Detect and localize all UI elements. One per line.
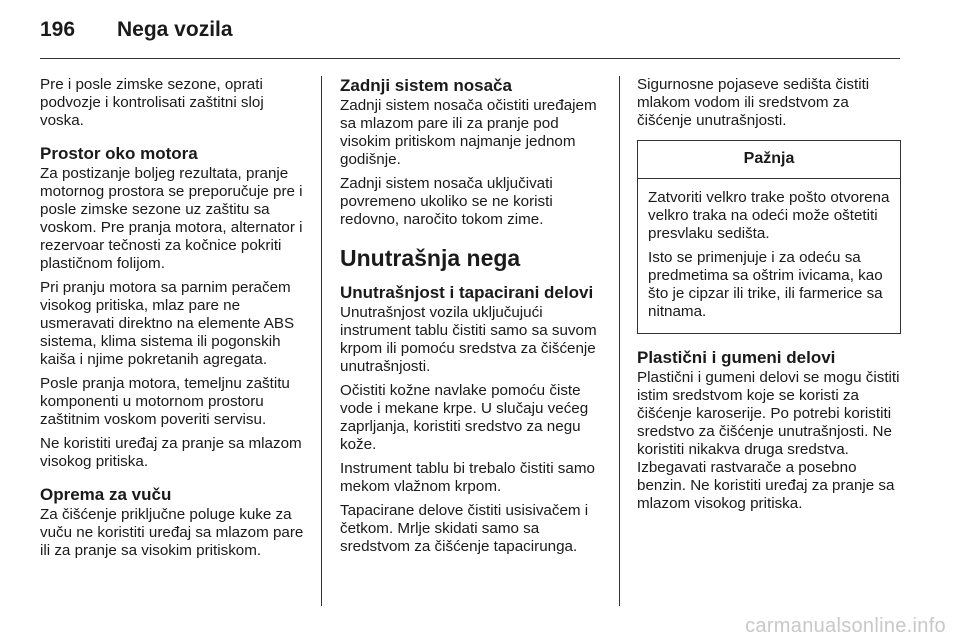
paragraph: Zadnji sistem nosača uključivati povremeno ukoliko se ne koristi redovno, naročito tokom zime. xyxy=(340,175,553,228)
section-heading-engine: Prostor oko motora xyxy=(40,144,198,163)
caution-title: Pažnja xyxy=(638,141,900,179)
page-number: 196 xyxy=(40,18,76,41)
paragraph: Tapacirane delove čistiti usisivačem i četkom. Mrlje skidati samo sa sredstvom za čišćenje tapacirunga. xyxy=(340,502,589,555)
intro-paragraph: Pre i posle zimske sezone, oprati podvozje i kontrolisati zaštitni sloj voska. xyxy=(40,76,264,129)
paragraph: Plastični i gumeni delovi se mogu čistiti istim sredstvom koje se koristi za čišćenje karoserije. Po potrebi koristiti sredstvo za čišćenje unutrašnjosti. Ne koristiti nikakva druga sredstva. Izbegavati rastvarače a posebno benzin. Ne koristiti uređaj za pranje sa mlazom visokog pritiska. xyxy=(637,369,900,512)
paragraph: Za postizanje boljeg rezultata, pranje motornog prostora se preporučuje pre i posle zimske sezone uz zaštitu sa voskom. Pre pranja motora, alternator i rezervoar tečnosti za kočnice pokriti plastičnom folijom. xyxy=(40,165,303,272)
page-header xyxy=(40,18,233,50)
paragraph: Zadnji sistem nosača očistiti uređajem sa mlazom pare ili za pranje pod visokim pritiskom najmanje jednom godišnje. xyxy=(340,97,597,168)
paragraph: Za čišćenje priključne poluge kuke za vuču ne koristiti uređaj sa mlazom pare ili za pranje sa visokim pritiskom. xyxy=(40,506,304,559)
section-heading-towing: Oprema za vuču xyxy=(40,485,172,504)
column-divider-1 xyxy=(321,76,322,606)
paragraph: Isto se primenjuje i za odeću sa predmetima sa oštrim ivicama, kao što je cipzar ili trike, ili farmerice sa nitnama. xyxy=(648,249,883,320)
paragraph: Sigurnosne pojaseve sedišta čistiti mlakom vodom ili sredstvom za čišćenje unutrašnjosti. xyxy=(637,76,870,129)
section-heading-rear-carrier: Zadnji sistem nosača xyxy=(340,76,512,95)
watermark: carmanualsonline.info xyxy=(745,615,946,637)
chapter-title: Unutrašnja nega xyxy=(340,245,521,271)
section-heading-plastic: Plastični i gumeni delovi xyxy=(637,348,836,367)
section-heading-interior: Unutrašnjost i tapacirani delovi xyxy=(340,283,594,302)
column-1 xyxy=(40,76,308,566)
caution-box xyxy=(637,140,901,334)
column-2 xyxy=(340,76,608,562)
paragraph: Očistiti kožne navlake pomoću čiste vode i mekane krpe. U slučaju većeg zaprljanja, koristiti sredstvo za negu kože. xyxy=(340,382,589,453)
column-divider-2 xyxy=(619,76,620,606)
header-divider xyxy=(40,58,900,59)
caution-body xyxy=(638,179,900,333)
page-title: Nega vozila xyxy=(117,18,233,41)
paragraph: Posle pranja motora, temeljnu zaštitu komponenti u motornom prostoru zaštitnim voskom poveriti servisu. xyxy=(40,375,290,428)
paragraph: Instrument tablu bi trebalo čistiti samo mekom vlažnom krpom. xyxy=(340,460,595,495)
paragraph: Pri pranju motora sa parnim peračem visokog pritiska, mlaz pare ne usmeravati direktno na elemente ABS sistema, klima sistema ili pogonskih kaiša i njime pokretanih agregata. xyxy=(40,279,295,368)
paragraph: Zatvoriti velkro trake pošto otvorena velkro traka na odeći može oštetiti presvlaku sedišta. xyxy=(648,189,890,242)
paragraph: Ne koristiti uređaj za pranje sa mlazom visokog pritiska. xyxy=(40,435,302,470)
paragraph: Unutrašnjost vozila uključujući instrument tablu čistiti samo sa suvom krpom ili pomoću sredstva za čišćenje unutrašnjosti. xyxy=(340,304,597,375)
column-3 xyxy=(637,76,901,519)
